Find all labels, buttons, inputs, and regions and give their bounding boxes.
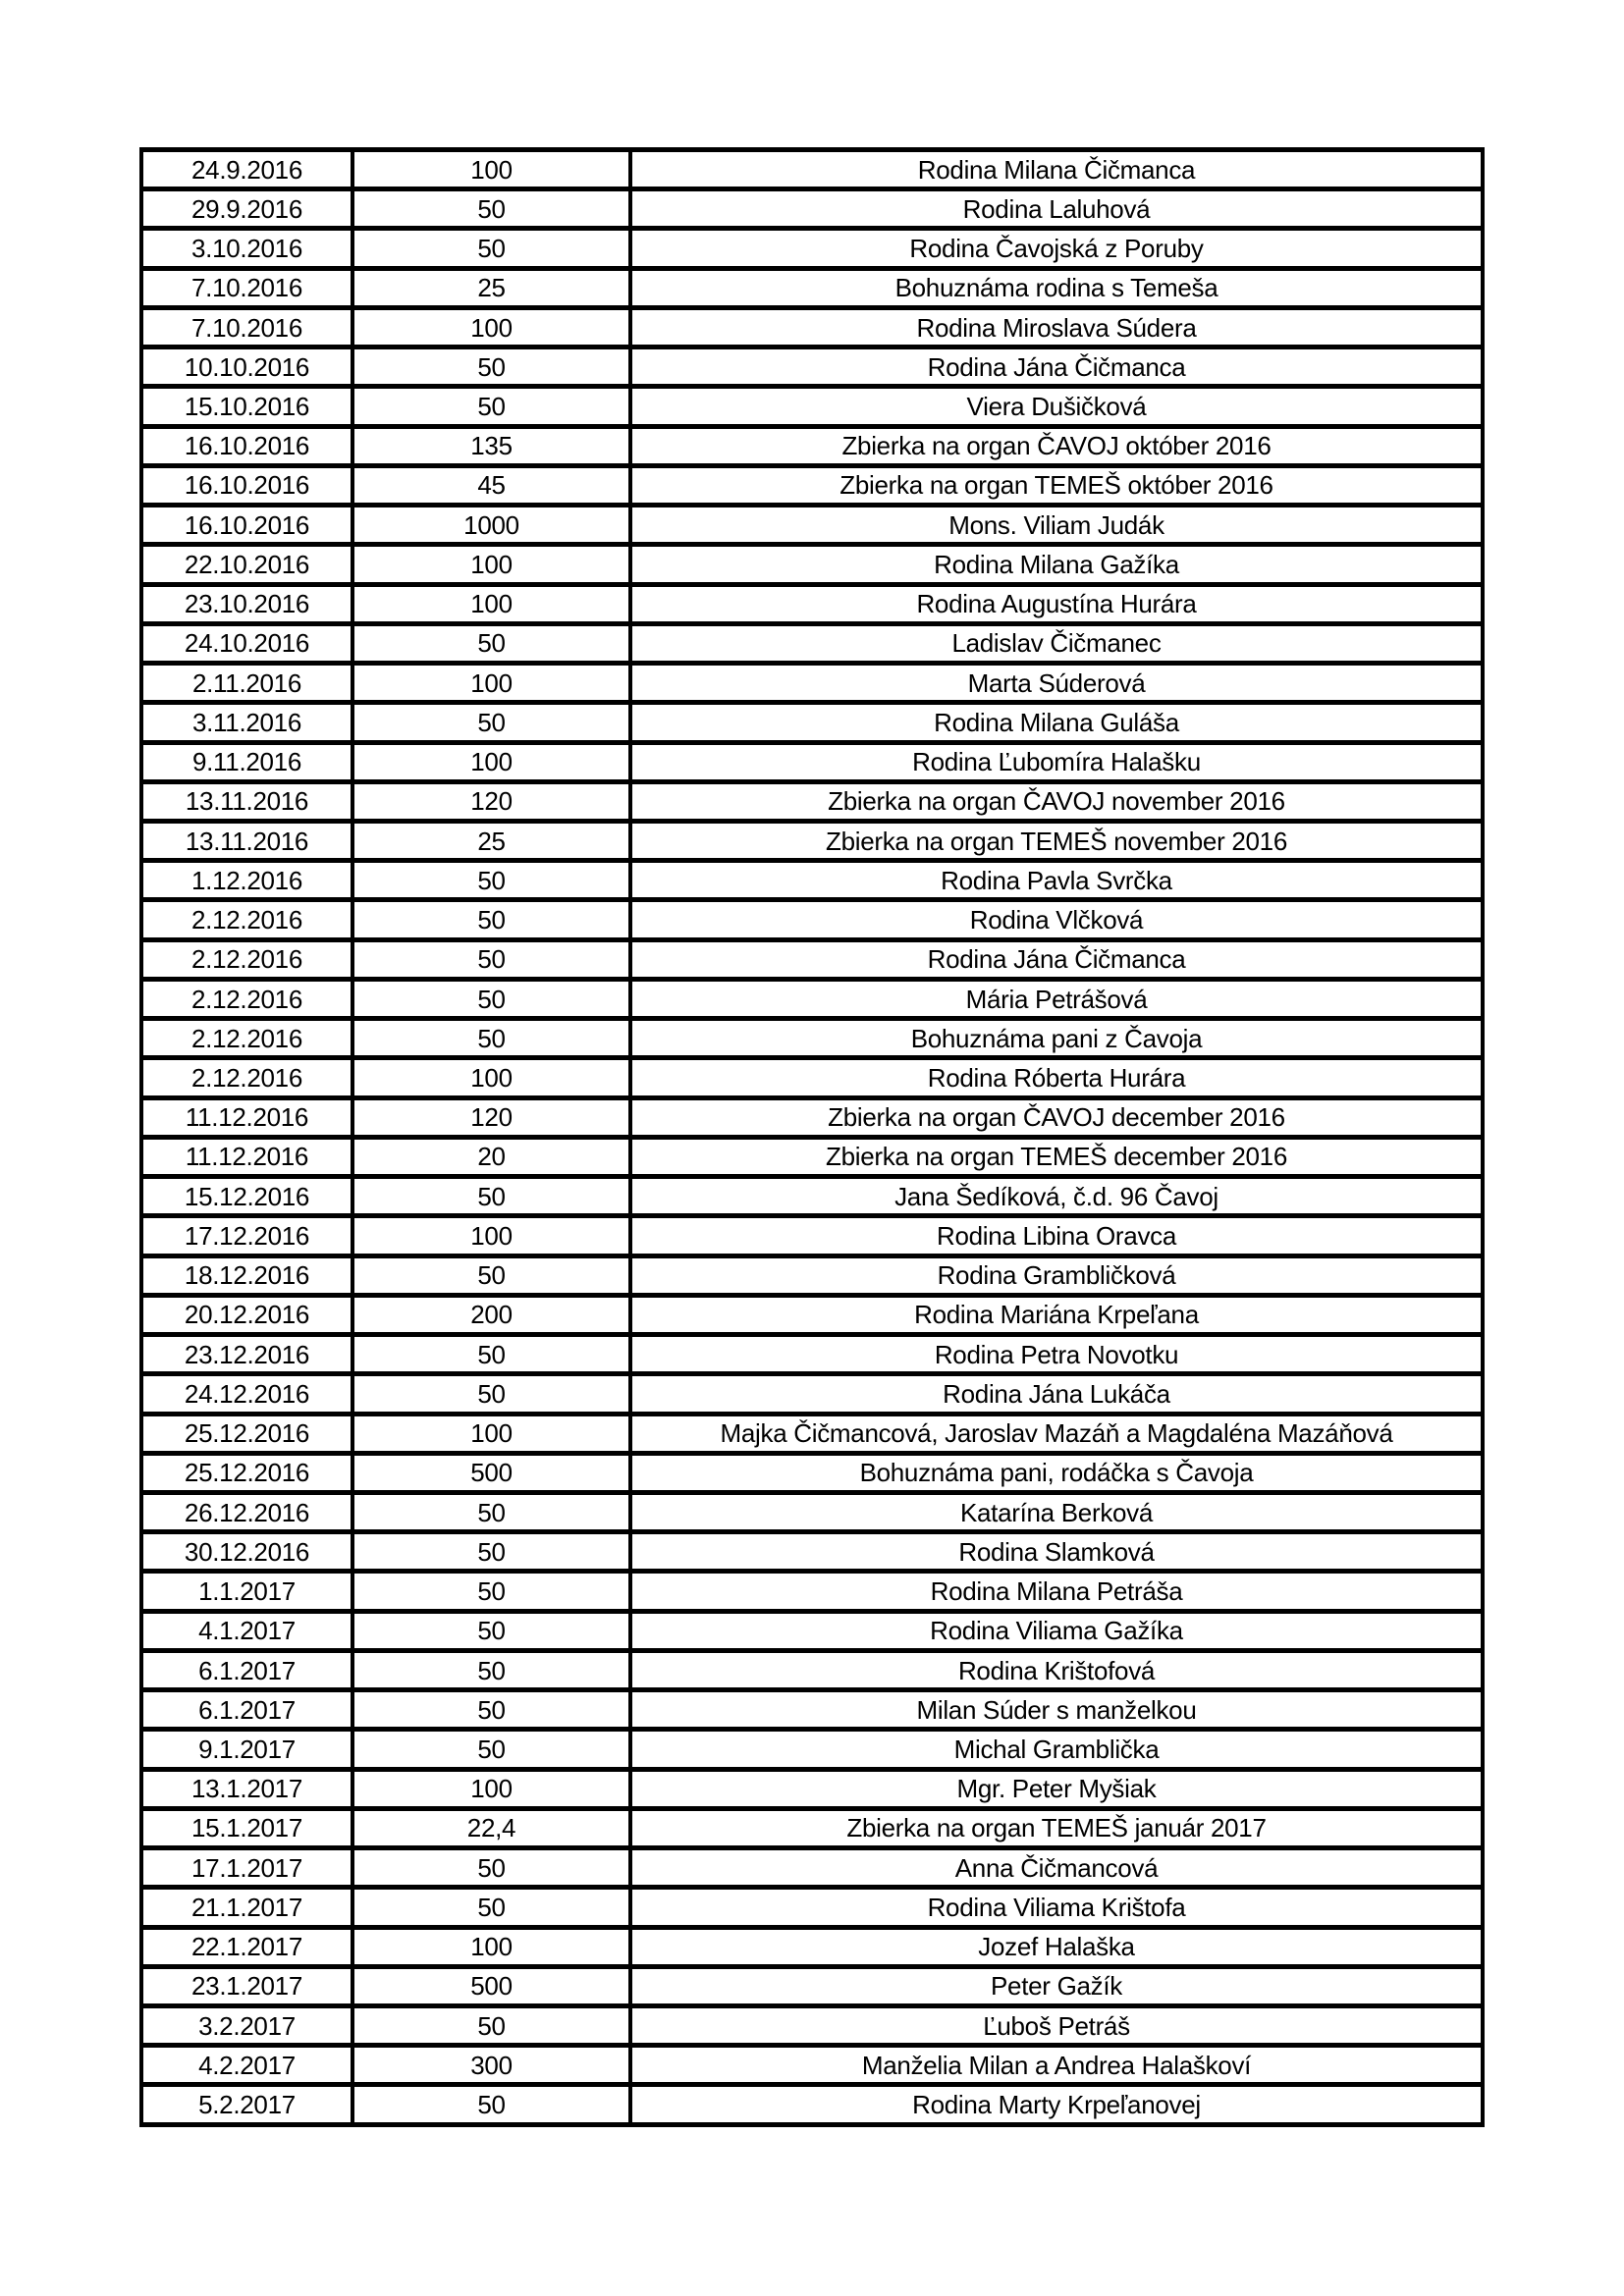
donation-date-cell: 5.2.2017	[141, 2085, 352, 2125]
donation-donor-cell: Rodina Jána Čičmanca	[630, 347, 1483, 387]
donation-amount-cell: 50	[352, 1848, 630, 1888]
table-row	[141, 781, 1483, 821]
table-row	[141, 861, 1483, 900]
donation-date-cell: 4.1.2017	[141, 1611, 352, 1650]
table-row	[141, 1414, 1483, 1453]
table-row	[141, 426, 1483, 465]
donation-date-cell: 24.9.2016	[141, 150, 352, 189]
table-row	[141, 347, 1483, 387]
donation-amount-cell: 100	[352, 1769, 630, 1808]
donation-amount-cell: 50	[352, 979, 630, 1018]
donation-date-cell: 15.12.2016	[141, 1177, 352, 1216]
donation-donor-cell: Peter Gažík	[630, 1966, 1483, 2005]
donation-amount-cell: 50	[352, 189, 630, 229]
donation-amount-cell: 50	[352, 939, 630, 979]
donation-date-cell: 24.12.2016	[141, 1374, 352, 1414]
donation-date-cell: 15.1.2017	[141, 1808, 352, 1847]
donation-amount-cell: 50	[352, 1177, 630, 1216]
donation-donor-cell: Michal Gramblička	[630, 1730, 1483, 1769]
donation-donor-cell: Milan Súder s manželkou	[630, 1690, 1483, 1730]
donation-donor-cell: Zbierka na organ ČAVOJ október 2016	[630, 426, 1483, 465]
table-row	[141, 979, 1483, 1018]
donation-amount-cell: 135	[352, 426, 630, 465]
donation-date-cell: 4.2.2017	[141, 2046, 352, 2085]
table-row	[141, 1137, 1483, 1176]
donation-amount-cell: 50	[352, 1650, 630, 1689]
donation-date-cell: 7.10.2016	[141, 268, 352, 307]
donation-date-cell: 20.12.2016	[141, 1295, 352, 1334]
table-row	[141, 506, 1483, 545]
table-row	[141, 1335, 1483, 1374]
table-row	[141, 1216, 1483, 1255]
donation-amount-cell: 100	[352, 1058, 630, 1097]
donation-amount-cell: 22,4	[352, 1808, 630, 1847]
table-row	[141, 1888, 1483, 1927]
table-row	[141, 1611, 1483, 1650]
donation-date-cell: 21.1.2017	[141, 1888, 352, 1927]
donation-donor-cell: Rodina Milana Čičmanca	[630, 150, 1483, 189]
donation-amount-cell: 100	[352, 150, 630, 189]
donation-amount-cell: 45	[352, 465, 630, 505]
donation-date-cell: 17.12.2016	[141, 1216, 352, 1255]
donation-donor-cell: Rodina Mariána Krpeľana	[630, 1295, 1483, 1334]
donation-donor-cell: Rodina Petra Novotku	[630, 1335, 1483, 1374]
donation-donor-cell: Rodina Viliama Gažíka	[630, 1611, 1483, 1650]
donation-donor-cell: Mons. Viliam Judák	[630, 506, 1483, 545]
donation-amount-cell: 50	[352, 229, 630, 268]
donation-amount-cell: 50	[352, 347, 630, 387]
donation-date-cell: 23.12.2016	[141, 1335, 352, 1374]
donation-donor-cell: Rodina Ľubomíra Halašku	[630, 742, 1483, 781]
donation-amount-cell: 50	[352, 900, 630, 939]
donation-date-cell: 2.12.2016	[141, 1019, 352, 1058]
donation-donor-cell: Rodina Milana Guláša	[630, 703, 1483, 742]
donation-date-cell: 3.11.2016	[141, 703, 352, 742]
donation-date-cell: 1.1.2017	[141, 1572, 352, 1611]
donation-date-cell: 2.12.2016	[141, 939, 352, 979]
donation-date-cell: 6.1.2017	[141, 1690, 352, 1730]
donation-amount-cell: 50	[352, 1730, 630, 1769]
table-row	[141, 1492, 1483, 1531]
donation-date-cell: 13.11.2016	[141, 821, 352, 860]
donation-amount-cell: 50	[352, 387, 630, 426]
table-row	[141, 821, 1483, 860]
donation-amount-cell: 100	[352, 307, 630, 347]
donation-amount-cell: 20	[352, 1137, 630, 1176]
donation-date-cell: 3.2.2017	[141, 2006, 352, 2046]
donation-donor-cell: Rodina Čavojská z Poruby	[630, 229, 1483, 268]
table-row	[141, 1532, 1483, 1572]
donation-donor-cell: Rodina Miroslava Súdera	[630, 307, 1483, 347]
donation-donor-cell: Bohuznáma pani z Čavoja	[630, 1019, 1483, 1058]
table-row	[141, 545, 1483, 584]
donation-amount-cell: 50	[352, 1888, 630, 1927]
donation-date-cell: 25.12.2016	[141, 1414, 352, 1453]
donations-table-body	[141, 150, 1483, 2125]
donation-date-cell: 16.10.2016	[141, 426, 352, 465]
donation-date-cell: 22.10.2016	[141, 545, 352, 584]
table-row	[141, 703, 1483, 742]
donation-amount-cell: 300	[352, 2046, 630, 2085]
donation-donor-cell: Rodina Milana Petráša	[630, 1572, 1483, 1611]
donation-date-cell: 26.12.2016	[141, 1492, 352, 1531]
donation-donor-cell: Katarína Berková	[630, 1492, 1483, 1531]
donation-donor-cell: Rodina Jána Lukáča	[630, 1374, 1483, 1414]
table-row	[141, 2085, 1483, 2125]
table-row	[141, 623, 1483, 663]
donation-date-cell: 2.11.2016	[141, 664, 352, 703]
donation-date-cell: 2.12.2016	[141, 900, 352, 939]
donation-date-cell: 18.12.2016	[141, 1255, 352, 1295]
donation-donor-cell: Mgr. Peter Myšiak	[630, 1769, 1483, 1808]
donation-date-cell: 7.10.2016	[141, 307, 352, 347]
donation-date-cell: 17.1.2017	[141, 1848, 352, 1888]
donation-donor-cell: Manželia Milan a Andrea Halaškoví	[630, 2046, 1483, 2085]
donation-amount-cell: 50	[352, 2006, 630, 2046]
donation-date-cell: 13.1.2017	[141, 1769, 352, 1808]
donation-date-cell: 2.12.2016	[141, 1058, 352, 1097]
donation-date-cell: 30.12.2016	[141, 1532, 352, 1572]
donation-donor-cell: Jozef Halaška	[630, 1927, 1483, 1966]
donation-amount-cell: 50	[352, 861, 630, 900]
table-row	[141, 150, 1483, 189]
donation-donor-cell: Rodina Milana Gažíka	[630, 545, 1483, 584]
donation-amount-cell: 120	[352, 1097, 630, 1137]
donation-donor-cell: Rodina Viliama Krištofa	[630, 1888, 1483, 1927]
table-row	[141, 229, 1483, 268]
table-row	[141, 1650, 1483, 1689]
table-row	[141, 1848, 1483, 1888]
donation-date-cell: 11.12.2016	[141, 1137, 352, 1176]
donation-amount-cell: 50	[352, 623, 630, 663]
donation-date-cell: 15.10.2016	[141, 387, 352, 426]
donation-amount-cell: 50	[352, 1255, 630, 1295]
donation-donor-cell: Rodina Marty Krpeľanovej	[630, 2085, 1483, 2125]
donation-amount-cell: 50	[352, 1611, 630, 1650]
donation-donor-cell: Jana Šedíková, č.d. 96 Čavoj	[630, 1177, 1483, 1216]
donation-donor-cell: Rodina Slamková	[630, 1532, 1483, 1572]
table-row	[141, 2046, 1483, 2085]
donation-donor-cell: Zbierka na organ TEMEŠ november 2016	[630, 821, 1483, 860]
donation-donor-cell: Rodina Jána Čičmanca	[630, 939, 1483, 979]
donation-date-cell: 2.12.2016	[141, 979, 352, 1018]
donation-donor-cell: Zbierka na organ TEMEŠ december 2016	[630, 1137, 1483, 1176]
donation-donor-cell: Ľuboš Petráš	[630, 2006, 1483, 2046]
donation-amount-cell: 50	[352, 1335, 630, 1374]
donation-date-cell: 29.9.2016	[141, 189, 352, 229]
donation-date-cell: 16.10.2016	[141, 465, 352, 505]
donation-donor-cell: Anna Čičmancová	[630, 1848, 1483, 1888]
donation-date-cell: 16.10.2016	[141, 506, 352, 545]
table-row	[141, 1453, 1483, 1492]
table-row	[141, 387, 1483, 426]
table-row	[141, 742, 1483, 781]
donation-date-cell: 1.12.2016	[141, 861, 352, 900]
donation-amount-cell: 500	[352, 1453, 630, 1492]
donation-amount-cell: 100	[352, 664, 630, 703]
donation-amount-cell: 120	[352, 781, 630, 821]
table-row	[141, 584, 1483, 623]
donation-amount-cell: 50	[352, 1374, 630, 1414]
donation-donor-cell: Zbierka na organ TEMEŠ október 2016	[630, 465, 1483, 505]
table-row	[141, 1808, 1483, 1847]
donation-amount-cell: 50	[352, 1019, 630, 1058]
table-row	[141, 1255, 1483, 1295]
donation-donor-cell: Zbierka na organ ČAVOJ december 2016	[630, 1097, 1483, 1137]
table-row	[141, 1927, 1483, 1966]
donation-amount-cell: 25	[352, 268, 630, 307]
donation-date-cell: 24.10.2016	[141, 623, 352, 663]
donation-amount-cell: 100	[352, 584, 630, 623]
donation-amount-cell: 50	[352, 1532, 630, 1572]
donation-donor-cell: Marta Súderová	[630, 664, 1483, 703]
donation-amount-cell: 50	[352, 2085, 630, 2125]
donation-amount-cell: 100	[352, 742, 630, 781]
donation-amount-cell: 50	[352, 703, 630, 742]
donation-donor-cell: Rodina Vlčková	[630, 900, 1483, 939]
table-row	[141, 307, 1483, 347]
table-row	[141, 1966, 1483, 2005]
donation-amount-cell: 50	[352, 1690, 630, 1730]
donation-donor-cell: Rodina Grambličková	[630, 1255, 1483, 1295]
table-row	[141, 1058, 1483, 1097]
donations-table	[139, 147, 1485, 2127]
table-row	[141, 2006, 1483, 2046]
donation-date-cell: 3.10.2016	[141, 229, 352, 268]
donation-date-cell: 22.1.2017	[141, 1927, 352, 1966]
donation-donor-cell: Ladislav Čičmanec	[630, 623, 1483, 663]
donation-amount-cell: 500	[352, 1966, 630, 2005]
donation-date-cell: 23.10.2016	[141, 584, 352, 623]
table-row	[141, 1097, 1483, 1137]
table-row	[141, 268, 1483, 307]
donation-amount-cell: 100	[352, 1414, 630, 1453]
donation-date-cell: 9.1.2017	[141, 1730, 352, 1769]
table-row	[141, 1730, 1483, 1769]
donation-donor-cell: Rodina Krištofová	[630, 1650, 1483, 1689]
donation-date-cell: 13.11.2016	[141, 781, 352, 821]
table-row	[141, 664, 1483, 703]
donation-donor-cell: Zbierka na organ ČAVOJ november 2016	[630, 781, 1483, 821]
donation-donor-cell: Mária Petrášová	[630, 979, 1483, 1018]
donation-amount-cell: 50	[352, 1572, 630, 1611]
donation-amount-cell: 100	[352, 1927, 630, 1966]
donation-donor-cell: Majka Čičmancová, Jaroslav Mazáň a Magdaléna Mazáňová	[630, 1414, 1483, 1453]
donation-amount-cell: 25	[352, 821, 630, 860]
table-row	[141, 465, 1483, 505]
donation-date-cell: 25.12.2016	[141, 1453, 352, 1492]
donation-donor-cell: Rodina Róberta Hurára	[630, 1058, 1483, 1097]
donation-amount-cell: 50	[352, 1492, 630, 1531]
donation-donor-cell: Rodina Pavla Svrčka	[630, 861, 1483, 900]
donation-amount-cell: 100	[352, 545, 630, 584]
table-row	[141, 900, 1483, 939]
donation-donor-cell: Rodina Laluhová	[630, 189, 1483, 229]
table-row	[141, 1769, 1483, 1808]
table-row	[141, 1295, 1483, 1334]
table-row	[141, 189, 1483, 229]
table-row	[141, 1374, 1483, 1414]
table-row	[141, 1177, 1483, 1216]
donation-amount-cell: 1000	[352, 506, 630, 545]
table-row	[141, 1019, 1483, 1058]
donation-donor-cell: Bohuznáma pani, rodáčka s Čavoja	[630, 1453, 1483, 1492]
donation-donor-cell: Bohuznáma rodina s Temeša	[630, 268, 1483, 307]
donation-date-cell: 23.1.2017	[141, 1966, 352, 2005]
donation-donor-cell: Rodina Libina Oravca	[630, 1216, 1483, 1255]
table-row	[141, 939, 1483, 979]
donation-date-cell: 11.12.2016	[141, 1097, 352, 1137]
donation-donor-cell: Rodina Augustína Hurára	[630, 584, 1483, 623]
table-row	[141, 1690, 1483, 1730]
table-row	[141, 1572, 1483, 1611]
donation-date-cell: 9.11.2016	[141, 742, 352, 781]
donation-amount-cell: 100	[352, 1216, 630, 1255]
donation-date-cell: 6.1.2017	[141, 1650, 352, 1689]
donation-date-cell: 10.10.2016	[141, 347, 352, 387]
donation-amount-cell: 200	[352, 1295, 630, 1334]
donation-donor-cell: Zbierka na organ TEMEŠ január 2017	[630, 1808, 1483, 1847]
donation-donor-cell: Viera Dušičková	[630, 387, 1483, 426]
